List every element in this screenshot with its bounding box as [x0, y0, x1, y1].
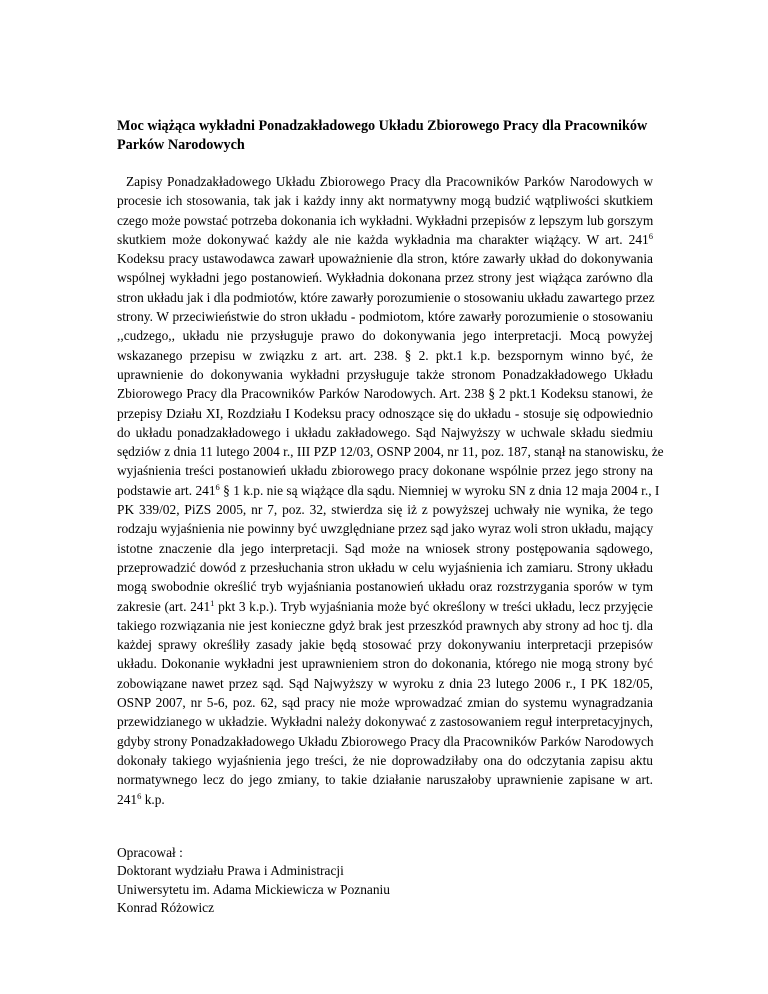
body-text: 241	[117, 791, 138, 807]
body-line: stron układu jak i dla podmiotów, które zawarły porozumienie o stosowaniu układu zawartego przez	[117, 289, 655, 305]
signature-affiliation: Doktorant wydziału Prawa i Administracji	[117, 863, 344, 879]
document-title: Moc wiążąca wykładni Ponadzakładowego Układu Zbiorowego Pracy dla Pracowników Parków Narodowych	[117, 118, 648, 153]
body-line: ,,cudzego,, układu nie przysługuje prawo do dokonywania jego interpretacji. Mocą powyżej	[117, 328, 653, 344]
body-line: rodzaju wyjaśnienia nie powinny być uwzględniane przez sąd jako wyraz woli stron układu, mający	[117, 521, 654, 537]
superscript: 6	[648, 230, 653, 241]
body-line: do układu ponadzakładowego i układu zakładowego. Sąd Najwyższy w uchwale składu siedmiu	[117, 424, 653, 440]
body-line: procesie ich stosowania, tak jak i każdy inny akt normatywny mogą budzić wątpliwości skutkiem	[117, 193, 653, 209]
body-line: dokonały takiego wyjaśnienia jego treści, że nie doprowadziłaby ona do odczytania zapisu aktu	[117, 752, 653, 768]
signature-label: Opracował :	[117, 844, 183, 860]
body-text: podstawie art. 241	[117, 482, 216, 498]
body-text: pkt 3 k.p.). Tryb wyjaśniania może być określony w treści układu, lecz przyjęcie	[214, 598, 653, 614]
body-line: OSNP 2007, nr 5-6, poz. 62, sąd pracy nie może wprowadzać zmian do systemu wynagradzania	[117, 695, 653, 711]
body-line: istotne znaczenie dla jego interpretacji. Sąd może na wniosek strony postępowania sądowego,	[117, 540, 653, 556]
document-page	[117, 117, 664, 918]
body-line: wspólnej wykładni jego postanowień. Wykładnia dokonana przez strony jest wiążąca zarówno dla	[117, 270, 653, 286]
body-line	[117, 481, 660, 500]
body-text: zakresie (art. 241	[117, 598, 211, 614]
body-line: gdyby strony Ponadzakładowego Układu Zbiorowego Pracy dla Pracowników Parków Narodowych	[117, 733, 654, 749]
superscript: 1	[210, 597, 215, 608]
body-line: wskazanego przepisu w związku z art. art. 238. § 2. pkt.1 k.p. bezspornym winno być, że	[117, 347, 653, 363]
body-line: normatywnego lecz do jego zmiany, to takie działanie naruszałoby uprawnienie zapisane w art.	[117, 772, 653, 788]
body-line: zobowiązane nawet przez sąd. Sąd Najwyższy w wyroku z dnia 23 lutego 2006 r., I PK 182/05,	[117, 675, 653, 691]
body-line: sędziów z dnia 11 lutego 2004 r., III PZP 12/03, OSNP 2004, nr 11, poz. 187, stanął na stanowisku, że	[117, 444, 664, 460]
body-line: przewidzianego w układzie. Wykładni należy dokonywać z zastosowaniem reguł interpretacyjnych,	[117, 714, 653, 730]
body-line: przeprowadzić dowód z przesłuchania stron układu w celu wyjaśnienia ich zamiaru. Strony układu	[117, 559, 653, 575]
body-line: Zapisy Ponadzakładowego Układu Zbiorowego Pracy dla Pracowników Parków Narodowych w	[126, 174, 653, 189]
body-line: PK 339/02, PiZS 2005, nr 7, poz. 32, stwierdza się iż z powyższej uchwały nie wynika, że tego	[117, 502, 653, 518]
body-line: każdej sprawy określiły zasady jakie będą stosować przy dokonywaniu interpretacji przepisów	[117, 637, 653, 653]
body-line: przepisy Działu XI, Rozdziału I Kodeksu pracy odnoszące się do układu - stosuje się odpowiednio	[117, 405, 653, 421]
body-text: k.p.	[141, 791, 165, 807]
body-line: takiego rozwiązania nie jest konieczne gdyż brak jest przeszkód prawnych aby strony ad hoc tj. dla	[117, 617, 653, 633]
body-line: strony. W przeciwieństwie do stron układu - podmiotom, które zawarły porozumienie o stosowaniu	[117, 309, 653, 325]
document-body	[117, 172, 664, 809]
body-line: mogą swobodnie określić tryb wyjaśniania postanowień układu oraz rozstrzygania sporów w tym	[117, 579, 653, 595]
body-line: Zbiorowego Pracy dla Pracowników Parków Narodowych. Art. 238 § 2 pkt.1 Kodeksu stanowi, że	[117, 386, 653, 402]
body-text: skutkiem może dokonywać każdy ale nie każda wykładnia ma charakter wiążący. W art. 241	[117, 231, 649, 247]
signature-block	[117, 844, 653, 918]
body-line: układu. Dokonanie wykładni jest uprawnieniem stron do dokonania, którego nie mogą strony być	[117, 656, 653, 672]
body-line: czego może powstać potrzeba dokonania ich wykładni. Wykładni przepisów z lepszym lub gorszym	[117, 212, 654, 228]
body-line	[117, 230, 653, 249]
body-line: uprawnienie do dokonywania wykładni przysługuje także stronom Ponadzakładowego Układu	[117, 366, 653, 382]
signature-name: Konrad Różowicz	[117, 900, 215, 916]
superscript: 6	[215, 481, 220, 492]
body-line	[117, 597, 653, 616]
superscript: 6	[137, 790, 142, 801]
body-text: § 1 k.p. nie są wiążące dla sądu. Niemniej w wyroku SN z dnia 12 maja 2004 r., I	[219, 482, 660, 498]
body-line: wyjaśnienia treści postanowień układu zbiorowego pracy dokonane wspólnie przez jego strony na	[117, 463, 653, 479]
signature-university: Uniwersytetu im. Adama Mickiewicza w Poznaniu	[117, 881, 390, 897]
body-line: Kodeksu pracy ustawodawca zawarł upoważnienie dla stron, które zawarły układ do dokonywania	[117, 251, 653, 267]
body-line	[117, 790, 653, 809]
